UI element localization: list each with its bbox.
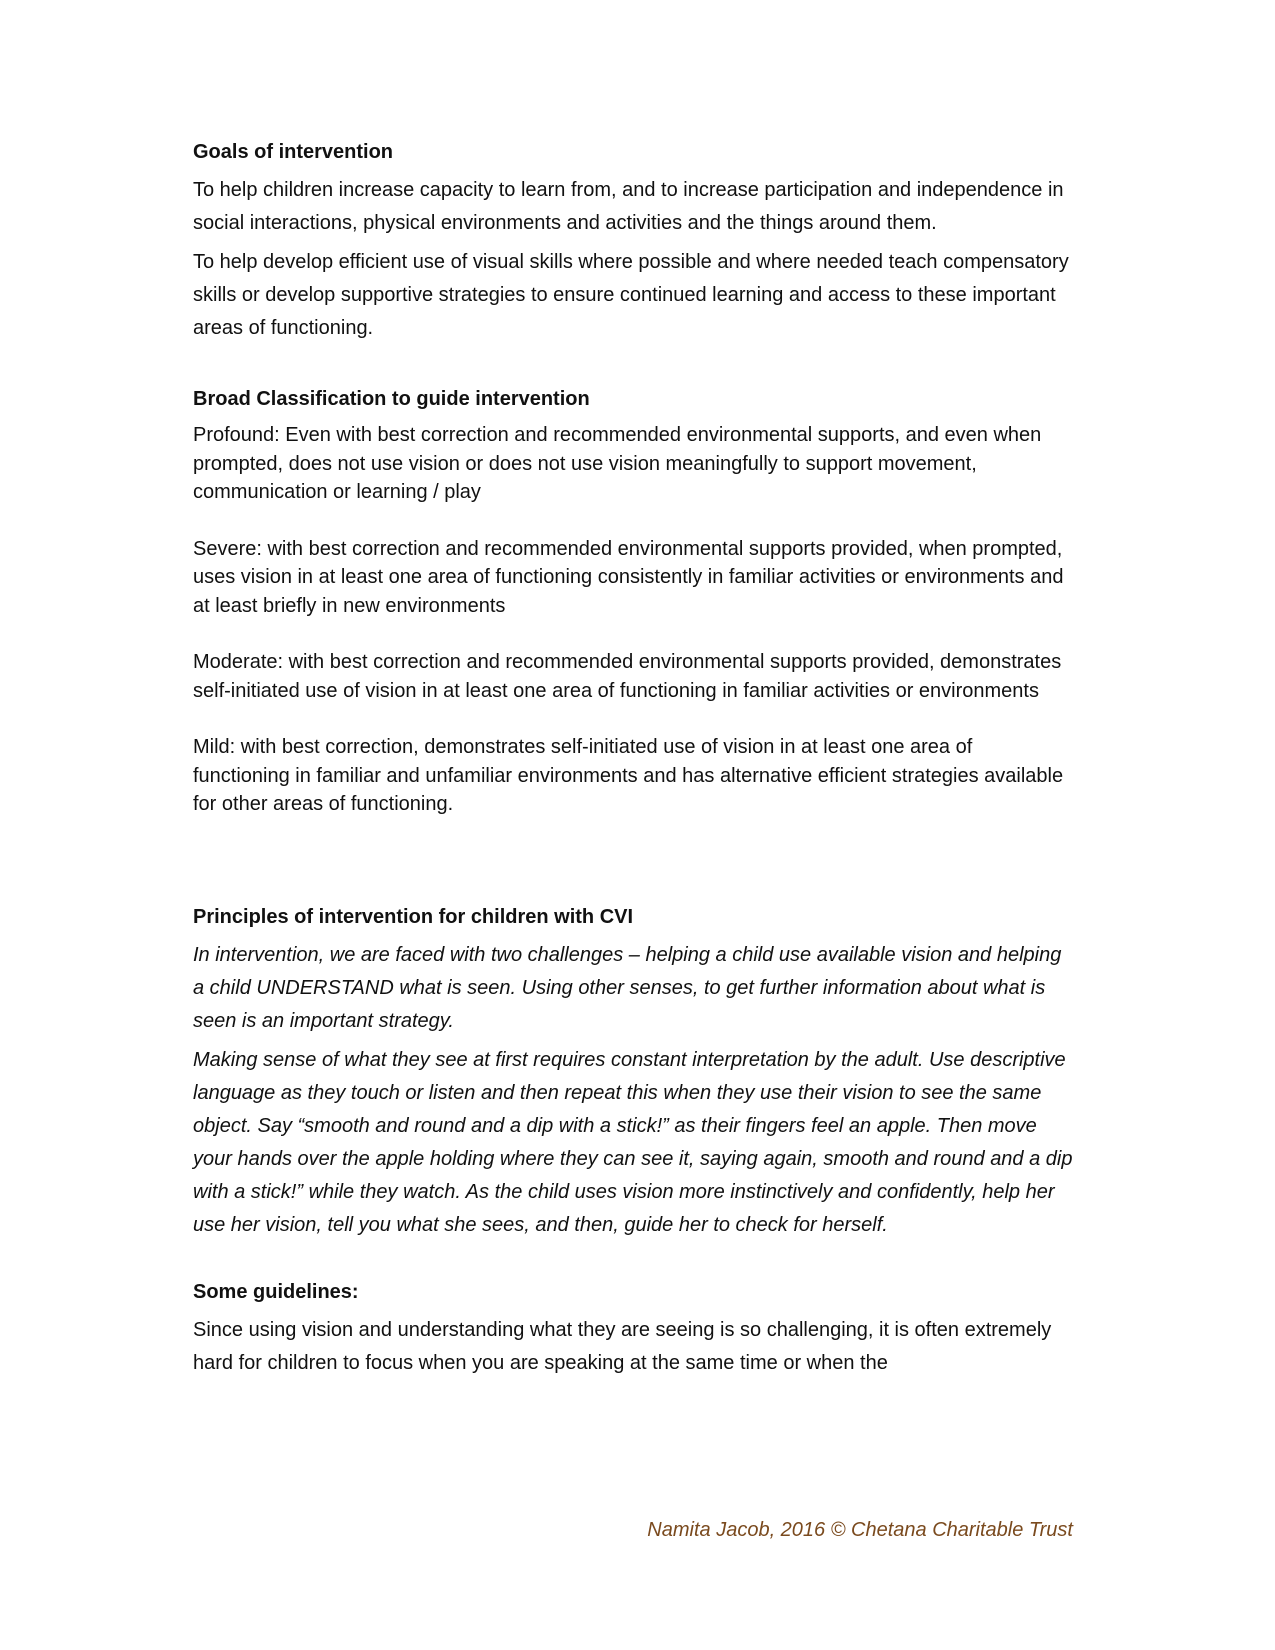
paragraph-principles-1: In intervention, we are faced with two challenges – helping a child use available vision and helping a child UNDERSTAND what is seen. Using other senses, to get further information about what is seen is an important strategy. [193, 943, 1062, 1032]
section-spacer [193, 351, 1073, 385]
paragraph-goals-2: To help develop efficient use of visual skills where possible and where needed teach compensatory skills or develop supportive strategies to ensure continued learning and access to these important areas of functioning. [193, 251, 1069, 339]
section-heading-goals: Goals of intervention [193, 141, 394, 163]
paragraph-mild: Mild: with best correction, demonstrates self-initiated use of vision in at least one area of functioning in familiar and unfamiliar environments and has alternative efficient strategies available for other areas of functioning. [193, 736, 1064, 815]
section-classification [193, 385, 1073, 819]
section-guidelines [193, 1278, 1073, 1380]
section-heading-classification: Broad Classification to guide intervention [193, 388, 590, 410]
paragraph-principles-2: Making sense of what they see at first requires constant interpretation by the adult. Use descriptive language as they touch or listen and then repeat this when they use their vision to see the same object. Say “smooth and round and a dip with a stick!” as their fingers feel an apple. Then move your hands over the apple holding where they can see it, saying again, smooth and round and a dip with a stick!” while they watch. As the child uses vision more instinctively and confidently, help her use her vision, tell you what she sees, and then, guide her to check for herself. [193, 1048, 1073, 1236]
paragraph-goals-1: To help children increase capacity to learn from, and to increase participation and independence in social interactions, physical environments and activities and the things around them. [193, 179, 1064, 234]
section-spacer [193, 1248, 1073, 1278]
paragraph-profound: Profound: Even with best correction and recommended environmental supports, and even when prompted, does not use vision or does not use vision meaningfully to support movement, communication or learning / play [193, 424, 1042, 503]
section-spacer [193, 847, 1073, 903]
paragraph-guidelines-1: Since using vision and understanding what they are seeing is so challenging, it is often extremely hard for children to focus when you are speaking at the same time or when the [193, 1318, 1052, 1374]
section-heading-guidelines: Some guidelines: [193, 1280, 359, 1303]
section-goals [193, 138, 1073, 345]
section-principles [193, 903, 1073, 1242]
paragraph-moderate: Moderate: with best correction and recommended environmental supports provided, demonstrates self-initiated use of vision in at least one area of functioning in familiar activities or environments [193, 651, 1062, 702]
page-content [193, 138, 1073, 1386]
paragraph-severe: Severe: with best correction and recommended environmental supports provided, when prompted, uses vision in at least one area of functioning consistently in familiar activities or environments and at least briefly in new environments [193, 537, 1064, 617]
section-heading-principles: Principles of intervention for children with CVI [193, 905, 634, 928]
page-footer: Namita Jacob, 2016 © Chetana Charitable Trust [647, 1519, 1073, 1541]
